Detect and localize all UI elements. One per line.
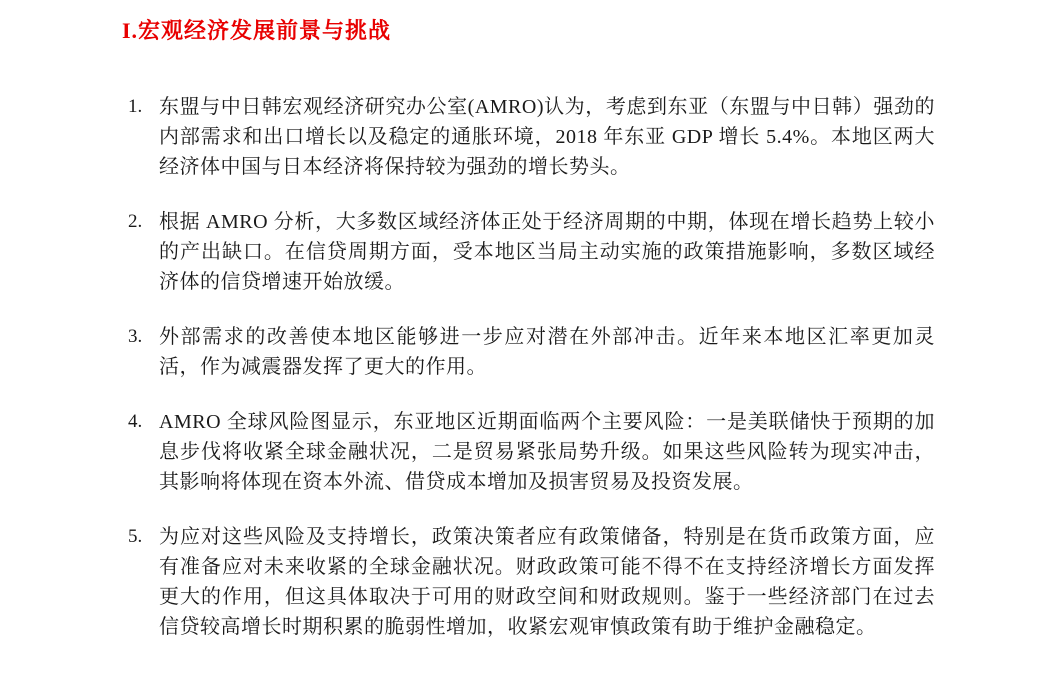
item-number: 3. [128,326,143,347]
item-text: 外部需求的改善使本地区能够进一步应对潜在外部冲击。近年来本地区汇率更加灵活，作为减震器发挥了更大的作用。 [159,326,935,378]
numbered-list [122,92,935,642]
item-text: 根据 AMRO 分析，大多数区域经济体正处于经济周期的中期，体现在增长趋势上较小的产出缺口。在信贷周期方面，受本地区当局主动实施的政策措施影响，多数区域经济体的信贷增速开始放缓。 [159,211,935,293]
list-item [128,207,935,297]
item-number: 5. [128,526,143,547]
item-text: AMRO 全球风险图显示，东亚地区近期面临两个主要风险：一是美联储快于预期的加息步伐将收紧全球金融状况，二是贸易紧张局势升级。如果这些风险转为现实冲击，其影响将体现在资本外流、借贷成本增加及损害贸易及投资发展。 [159,411,935,493]
list-item [128,92,935,182]
list-item [128,407,935,497]
item-text: 东盟与中日韩宏观经济研究办公室(AMRO)认为，考虑到东亚（东盟与中日韩）强劲的内部需求和出口增长以及稳定的通胀环境，2018 年东亚 GDP 增长 5.4%。本地区两大经济体中国与日本经济将保持较为强劲的增长势头。 [159,96,935,178]
list-item [128,522,935,642]
section-heading: I.宏观经济发展前景与挑战 [122,18,392,43]
item-number: 4. [128,411,143,432]
item-text: 为应对这些风险及支持增长，政策决策者应有政策储备，特别是在货币政策方面，应有准备应对未来收紧的全球金融状况。财政政策可能不得不在支持经济增长方面发挥更大的作用，但这具体取决于可用的财政空间和财政规则。鉴于一些经济部门在过去信贷较高增长时期积累的脆弱性增加，收紧宏观审慎政策有助于维护金融稳定。 [159,526,935,638]
list-item [128,322,935,382]
item-number: 1. [128,96,143,117]
item-number: 2. [128,211,143,232]
